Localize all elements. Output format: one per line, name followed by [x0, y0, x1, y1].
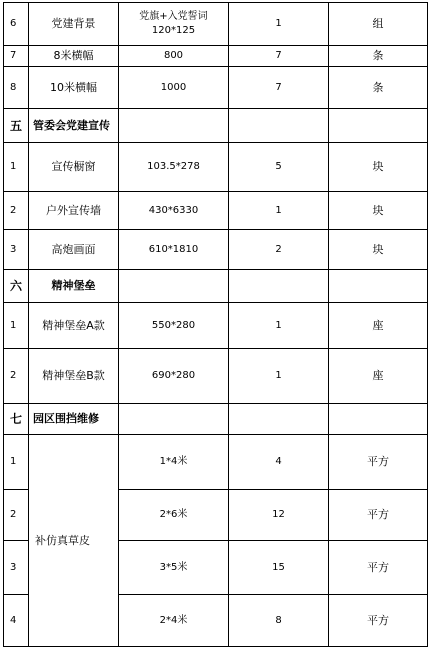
empty-cell: [329, 270, 428, 303]
item-quantity: 7: [229, 67, 329, 109]
item-quantity: 1: [229, 303, 329, 349]
row-number: 2: [4, 192, 29, 230]
item-spec: 1000: [119, 67, 229, 109]
empty-cell: [329, 109, 428, 143]
item-name: 补仿真草皮: [29, 435, 119, 647]
item-quantity: 5: [229, 143, 329, 192]
section-row: [4, 404, 428, 435]
item-spec: 3*5米: [119, 541, 229, 595]
item-spec: 2*6米: [119, 490, 229, 541]
item-unit: 座: [329, 349, 428, 404]
row-number: 2: [4, 349, 29, 404]
item-spec: 800: [119, 46, 229, 67]
row-number: 4: [4, 595, 29, 647]
item-quantity: 2: [229, 230, 329, 270]
empty-cell: [229, 270, 329, 303]
item-unit: 平方: [329, 435, 428, 490]
empty-cell: [329, 404, 428, 435]
item-unit: 块: [329, 230, 428, 270]
item-name: 精神堡垒B款: [29, 349, 119, 404]
item-name: 10米横幅: [29, 67, 119, 109]
item-name: 党建背景: [29, 3, 119, 46]
item-unit: 块: [329, 192, 428, 230]
table-row: [4, 435, 428, 490]
item-unit: 条: [329, 46, 428, 67]
item-spec: [119, 3, 229, 46]
section-number: 六: [4, 270, 29, 303]
row-number: 2: [4, 490, 29, 541]
section-title: 管委会党建宣传: [29, 109, 119, 143]
material-table: [3, 2, 428, 647]
row-number: 1: [4, 143, 29, 192]
section-title: 精神堡垒: [29, 270, 119, 303]
item-unit: 座: [329, 303, 428, 349]
empty-cell: [119, 270, 229, 303]
row-number: 3: [4, 541, 29, 595]
section-title: 园区围挡维修: [29, 404, 119, 435]
item-quantity: 4: [229, 435, 329, 490]
item-unit: 条: [329, 67, 428, 109]
item-quantity: 1: [229, 349, 329, 404]
empty-cell: [229, 109, 329, 143]
table-row: [4, 67, 428, 109]
item-name: 高炮画面: [29, 230, 119, 270]
item-spec: 550*280: [119, 303, 229, 349]
item-quantity: 15: [229, 541, 329, 595]
row-number: 1: [4, 435, 29, 490]
table-row: [4, 143, 428, 192]
item-name: 宣传橱窗: [29, 143, 119, 192]
item-spec: 2*4米: [119, 595, 229, 647]
section-number: 五: [4, 109, 29, 143]
row-number: 6: [4, 3, 29, 46]
item-unit: 平方: [329, 595, 428, 647]
item-unit: 平方: [329, 541, 428, 595]
table-row: [4, 3, 428, 46]
item-spec: 610*1810: [119, 230, 229, 270]
item-spec-text: 党旗+入党誓词 120*125: [139, 11, 208, 36]
item-unit: 平方: [329, 490, 428, 541]
row-number: 3: [4, 230, 29, 270]
item-unit: 块: [329, 143, 428, 192]
section-row: [4, 270, 428, 303]
item-spec: 690*280: [119, 349, 229, 404]
item-quantity: 1: [229, 3, 329, 46]
empty-cell: [119, 109, 229, 143]
table-row: [4, 230, 428, 270]
section-number: 七: [4, 404, 29, 435]
item-quantity: 7: [229, 46, 329, 67]
item-spec: 1*4米: [119, 435, 229, 490]
item-quantity: 8: [229, 595, 329, 647]
empty-cell: [119, 404, 229, 435]
item-spec: 103.5*278: [119, 143, 229, 192]
section-row: [4, 109, 428, 143]
item-name: 精神堡垒A款: [29, 303, 119, 349]
row-number: 1: [4, 303, 29, 349]
item-quantity: 12: [229, 490, 329, 541]
item-spec: 430*6330: [119, 192, 229, 230]
item-name: 8米横幅: [29, 46, 119, 67]
item-unit: 组: [329, 3, 428, 46]
row-number: 7: [4, 46, 29, 67]
table-row: [4, 349, 428, 404]
item-name: 户外宣传墙: [29, 192, 119, 230]
table-row: [4, 303, 428, 349]
item-quantity: 1: [229, 192, 329, 230]
empty-cell: [229, 404, 329, 435]
row-number: 8: [4, 67, 29, 109]
table-row: [4, 46, 428, 67]
table-row: [4, 192, 428, 230]
